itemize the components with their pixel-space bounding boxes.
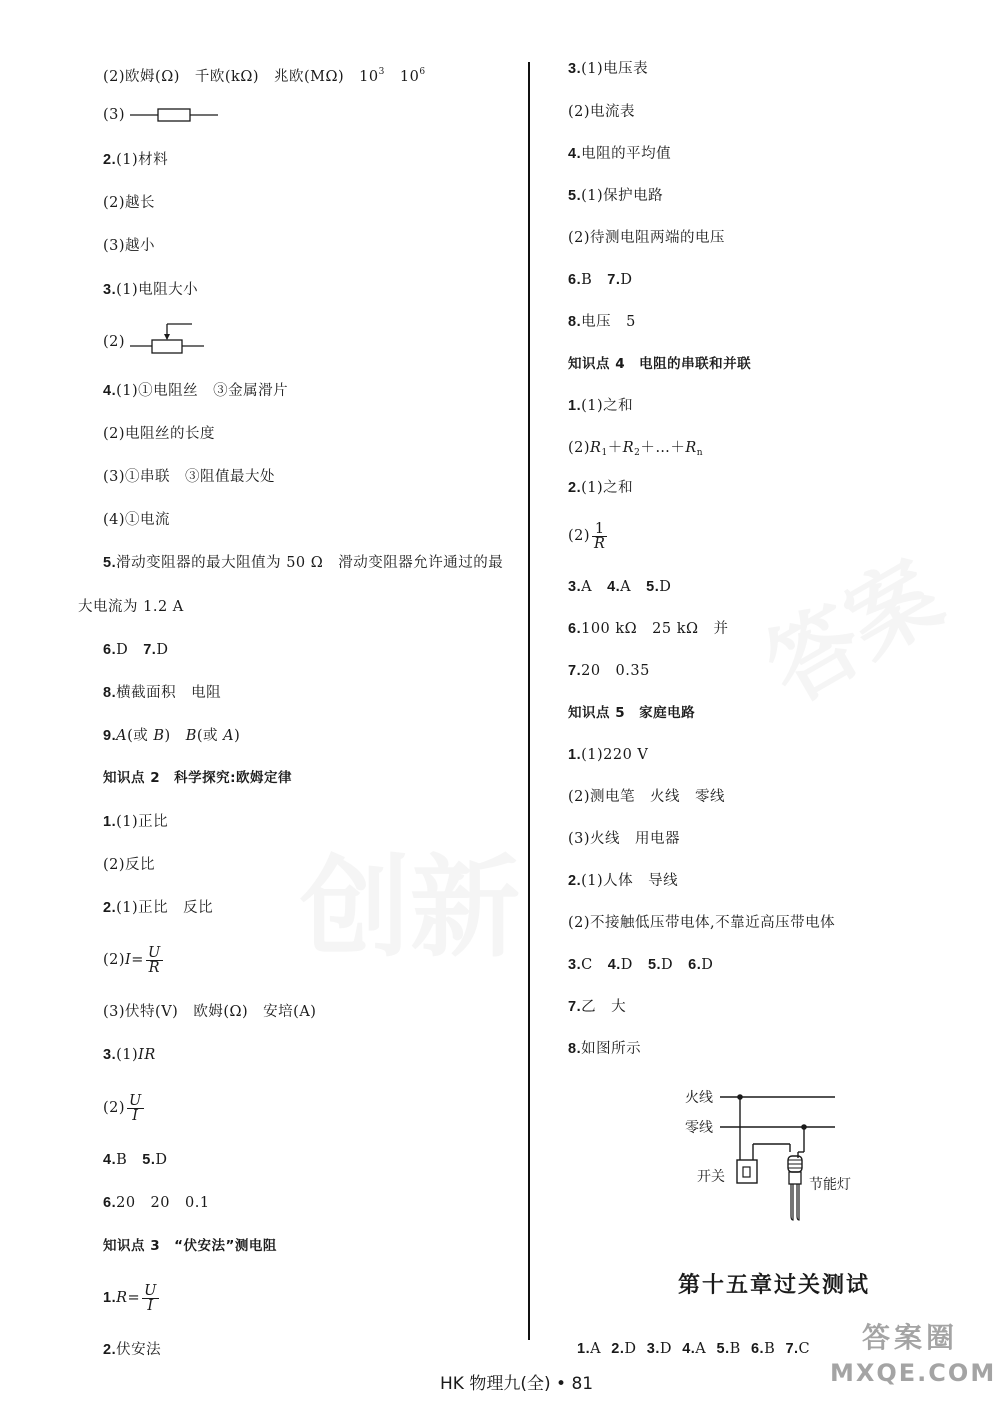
answer-line: (2)待测电阻两端的电压: [568, 230, 726, 246]
test-answers: 1.A 2.D 3.D 4.A 5.B 6.B 7.C: [577, 1341, 811, 1357]
answer-line: 6.B 7.D: [568, 272, 633, 288]
page-footer: HK 物理九(全) • 81: [440, 1374, 594, 1394]
answer-line: 3.C 4.D 5.D 6.D: [568, 957, 714, 973]
watermark-text: 创新: [300, 844, 520, 972]
section-heading: 知识点 5 家庭电路: [568, 705, 696, 721]
answer-line: (2) $\frac{U}{I}$: [103, 1092, 142, 1124]
answer-line: (4)①电流: [103, 512, 171, 528]
fraction: $\frac{U}{I}$: [129, 1092, 142, 1124]
answer-line: (2) $\frac{1}{R}$: [568, 520, 606, 552]
resistor-symbol: [130, 105, 220, 125]
answer-line: 2.(1)正比 反比: [103, 900, 214, 916]
answer-line: (3)①串联 ③阻值最大处: [103, 469, 276, 485]
answer-line: 4.电阻的平均值: [568, 146, 672, 162]
answer-line: (3)越小: [103, 238, 156, 254]
answer-line: (2)越长: [103, 195, 156, 211]
answer-line: 6.D 7.D: [103, 642, 169, 658]
answer-line: (2)反比: [103, 857, 156, 873]
answer-line: (3): [103, 105, 220, 125]
answer-line: 2.(1)人体 导线: [568, 873, 679, 889]
answer-line: (2): [103, 320, 210, 360]
answer-line: 大电流为 1.2 A: [78, 599, 184, 615]
fraction: $\frac{U}{R}$: [147, 944, 161, 976]
live-wire-label: 火线: [685, 1090, 713, 1106]
site-logo: 答案圈 MXQE.COM: [830, 1321, 997, 1387]
answer-line: 8.电压 5: [568, 314, 636, 330]
answer-line: $(2)R_1+R_2+\dots+R_n$: [568, 440, 704, 458]
answer-line: (2)欧姆(Ω) 千欧(kΩ) 兆欧(MΩ) $10^3$ $10^6$: [103, 67, 426, 85]
section-heading: 知识点 4 电阻的串联和并联: [568, 356, 752, 372]
fraction: $\frac{1}{R}$: [594, 520, 606, 552]
watermark-text-2: 答案: [750, 541, 959, 723]
answer-line: 3.(1)电阻大小: [103, 282, 199, 298]
answer-line: 1.R= $\frac{U}{I}$: [103, 1282, 157, 1314]
section-heading: 知识点 3 “伏安法”测电阻: [103, 1238, 277, 1254]
answer-line: (2)电流表: [568, 104, 636, 120]
answer-line: 1.(1)220 V: [568, 747, 649, 763]
fraction: $\frac{U}{I}$: [144, 1282, 157, 1314]
circuit-diagram: [680, 1080, 880, 1225]
answer-line: 8.横截面积 电阻: [103, 685, 222, 701]
chapter-title: 第十五章过关测试: [678, 1273, 871, 1298]
answer-line: (2)电阻丝的长度: [103, 426, 216, 442]
answer-line: 6.100 kΩ 25 kΩ 并: [568, 621, 729, 637]
answer-line: 4.B 5.D: [103, 1152, 168, 1168]
answer-line: 9.A(或 B) B(或 A): [103, 728, 241, 744]
answer-line: 8.如图所示: [568, 1041, 642, 1057]
rheostat-symbol: [130, 320, 210, 360]
answer-line: 3.(1)IR: [103, 1047, 156, 1063]
circuit-wiring: [680, 1080, 880, 1225]
answer-line: 5.(1)保护电路: [568, 188, 664, 204]
column-divider: [528, 62, 530, 1340]
answer-line: (3)伏特(V) 欧姆(Ω) 安培(A): [103, 1004, 317, 1020]
answer-line: 2.(1)之和: [568, 480, 634, 496]
answer-line: (2)I= $\frac{U}{R}$: [103, 944, 161, 976]
answer-line: 4.(1)①电阻丝 ③金属滑片: [103, 383, 289, 399]
answer-line: 3.A 4.A 5.D: [568, 579, 672, 595]
answer-line: (2)不接触低压带电体,不靠近高压带电体: [568, 915, 836, 931]
answer-line: 7.20 0.35: [568, 663, 650, 679]
answer-line: 2.伏安法: [103, 1342, 162, 1358]
section-heading: 知识点 2 科学探究:欧姆定律: [103, 770, 292, 786]
lamp-label: 节能灯: [809, 1177, 851, 1193]
switch-label: 开关: [697, 1169, 725, 1185]
answer-line: 3.(1)电压表: [568, 61, 649, 77]
answer-line: 6.20 20 0.1: [103, 1195, 210, 1211]
answer-line: (3)火线 用电器: [568, 831, 681, 847]
answer-line: 7.乙 大: [568, 999, 627, 1015]
answer-line: 5.滑动变阻器的最大阻值为 50 Ω 滑动变阻器允许通过的最: [103, 555, 504, 571]
answer-line: 2.(1)材料: [103, 152, 169, 168]
neutral-wire-label: 零线: [685, 1120, 713, 1136]
answer-line: 1.(1)之和: [568, 398, 634, 414]
answer-line: 1.(1)正比: [103, 814, 169, 830]
answer-line: (2)测电笔 火线 零线: [568, 789, 726, 805]
